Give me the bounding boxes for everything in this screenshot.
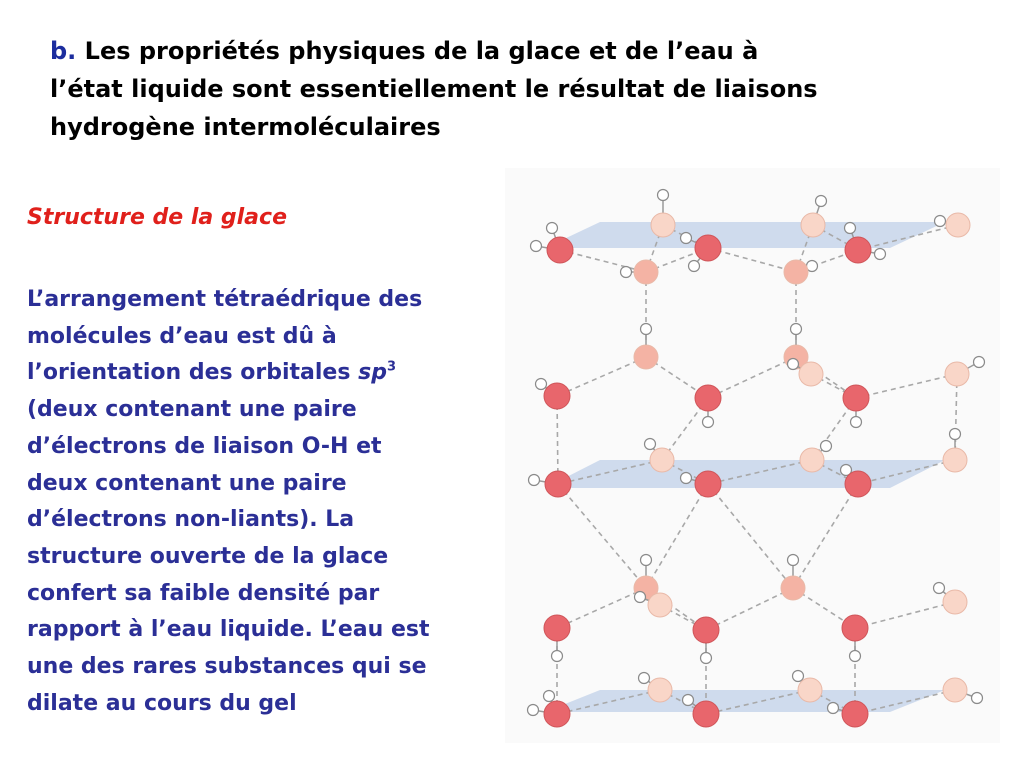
paragraph-text: l’orientation des orbitales: [27, 360, 359, 386]
sp-superscript: 3: [386, 360, 396, 376]
oxygen-atom: [842, 701, 868, 727]
heading-line-2: l’état liquide sont essentiellement le résultat de liaisons: [50, 75, 818, 103]
paragraph-line: L’arrangement tétraédrique des: [27, 287, 423, 312]
oxygen-atom: [693, 701, 719, 727]
oxygen-atom: [845, 471, 871, 497]
oxygen-atom: [845, 237, 871, 263]
heading-line-3: hydrogène intermoléculaires: [50, 113, 441, 141]
hydrogen-atom: [845, 223, 856, 234]
hydrogen-atom: [851, 417, 862, 428]
oxygen-atom: [945, 362, 969, 386]
hydrogen-atom: [875, 249, 886, 260]
lattice-plane: [545, 460, 945, 488]
hydrogen-atom: [547, 223, 558, 234]
hydrogen-atom: [544, 691, 555, 702]
lattice-plane: [545, 690, 945, 712]
oxygen-atom: [801, 213, 825, 237]
oxygen-atom: [545, 471, 571, 497]
oxygen-atom: [648, 678, 672, 702]
oxygen-atom: [943, 678, 967, 702]
hydrogen-atom: [788, 555, 799, 566]
hydrogen-atom: [934, 583, 945, 594]
paragraph-line: rapport à l’eau liquide. L’eau est: [27, 617, 430, 643]
oxygen-atom: [648, 593, 672, 617]
hydrogen-atom: [972, 693, 983, 704]
hydrogen-atom: [701, 653, 712, 664]
paragraph-line: structure ouverte de la glace: [27, 543, 389, 569]
hydrogen-atom: [536, 379, 547, 390]
oxygen-atom: [784, 260, 808, 284]
oxygen-atom: [544, 701, 570, 727]
paragraph-line: d’électrons non-liants). La: [27, 507, 355, 533]
ice-lattice-svg: [505, 168, 1000, 743]
hydrogen-atom: [529, 475, 540, 486]
hydrogen-atom: [974, 357, 985, 368]
oxygen-atom: [843, 385, 869, 411]
oxygen-atom: [798, 678, 822, 702]
hydrogen-atom: [552, 651, 563, 662]
paragraph-line: d’électrons de liaison O-H et: [27, 433, 382, 459]
oxygen-atom: [695, 471, 721, 497]
hydrogen-atom: [645, 439, 656, 450]
paragraph-line: deux contenant une paire: [27, 470, 347, 496]
hydrogen-atom: [681, 473, 692, 484]
oxygen-atom: [651, 213, 675, 237]
oxygen-atom: [544, 615, 570, 641]
oxygen-atom: [781, 576, 805, 600]
paragraph-line: molécules d’eau est dû à: [27, 323, 337, 349]
oxygen-atom: [946, 213, 970, 237]
hydrogen-atom: [703, 417, 714, 428]
hydrogen-atom: [658, 190, 669, 201]
oxygen-atom: [693, 617, 719, 643]
hydrogen-atom: [828, 703, 839, 714]
heading-line-1: Les propriétés physiques de la glace et de l’eau à: [84, 37, 759, 65]
lattice-plane: [545, 222, 945, 248]
oxygen-atom: [547, 237, 573, 263]
oxygen-atom: [634, 345, 658, 369]
oxygen-atom: [799, 362, 823, 386]
paragraph-line: [27, 355, 527, 392]
hydrogen-atom: [531, 241, 542, 252]
hydrogen-atom: [635, 592, 646, 603]
oxygen-atom: [695, 385, 721, 411]
oxygen-atom: [800, 448, 824, 472]
paragraph-line: une des rares substances qui se: [27, 654, 427, 680]
hydrogen-atom: [641, 324, 652, 335]
oxygen-atom: [943, 448, 967, 472]
oxygen-atom: [943, 590, 967, 614]
sp-hybrid-label: sp: [358, 360, 387, 386]
hydrogen-atom: [639, 673, 650, 684]
hydrogen-atom: [793, 671, 804, 682]
hydrogen-atom: [681, 233, 692, 244]
oxygen-atom: [695, 235, 721, 261]
paragraph-line: confert sa faible densité par: [27, 580, 380, 606]
slide-heading: [50, 32, 990, 146]
hydrogen-atom: [850, 651, 861, 662]
oxygen-atom: [842, 615, 868, 641]
section-paragraph: [27, 282, 527, 722]
paragraph-line: (deux contenant une paire: [27, 397, 357, 423]
paragraph-line: dilate au cours du gel: [27, 690, 297, 716]
hydrogen-atom: [788, 359, 799, 370]
hydrogen-atom: [683, 695, 694, 706]
hydrogen-atom: [935, 216, 946, 227]
hydrogen-atom: [791, 324, 802, 335]
oxygen-atom: [650, 448, 674, 472]
oxygen-atom: [544, 383, 570, 409]
hydrogen-atom: [821, 441, 832, 452]
oxygen-atom: [634, 260, 658, 284]
ice-lattice-illustration: [505, 168, 1000, 743]
section-title: Structure de la glace: [27, 205, 287, 230]
hydrogen-atom: [689, 261, 700, 272]
hydrogen-atom: [641, 555, 652, 566]
hydrogen-atom: [528, 705, 539, 716]
hydrogen-atom: [816, 196, 827, 207]
hydrogen-atom: [950, 429, 961, 440]
heading-marker: b.: [50, 37, 77, 65]
hydrogen-atom: [621, 267, 632, 278]
